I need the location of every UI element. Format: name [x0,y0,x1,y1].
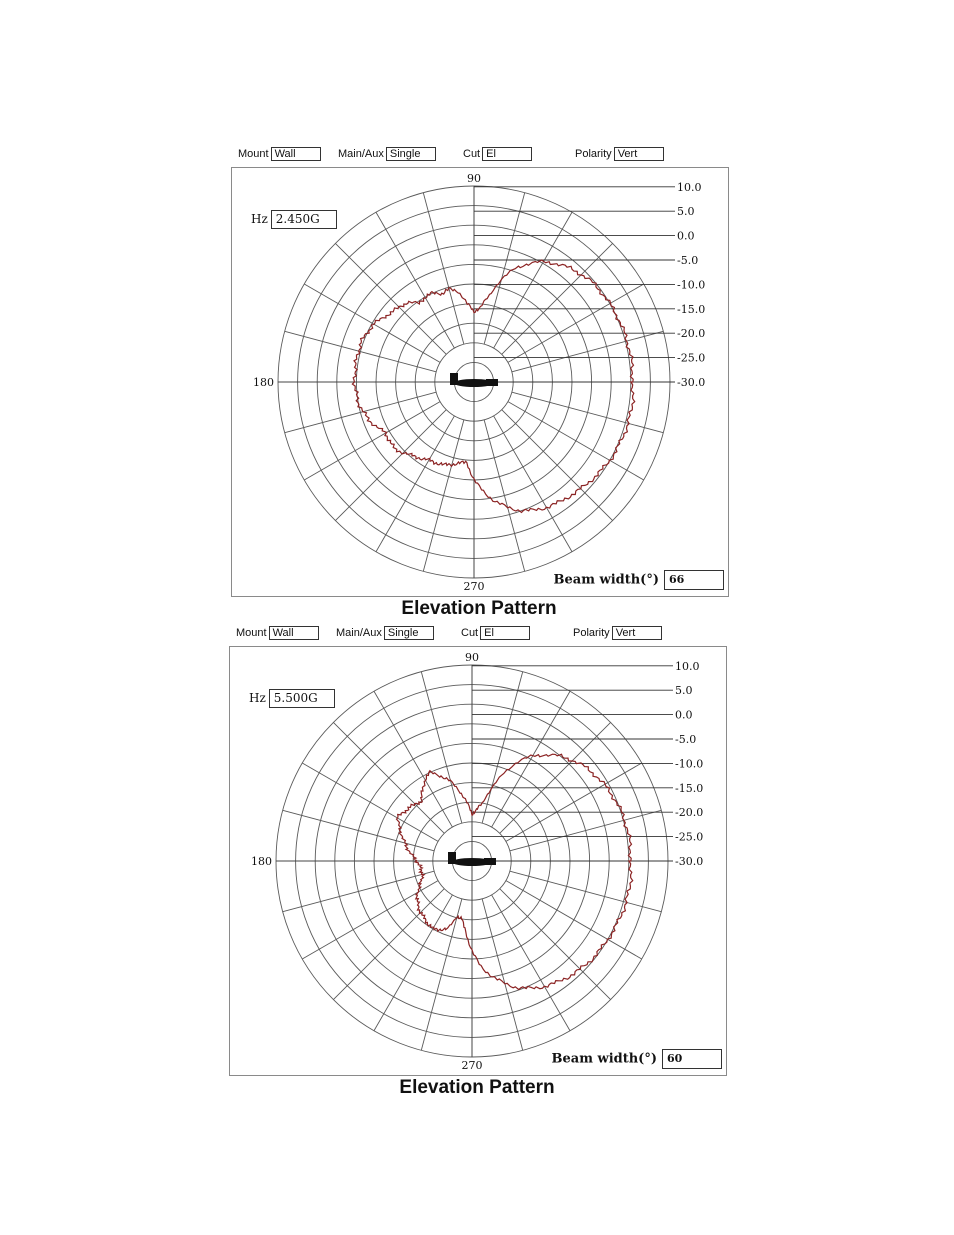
angle-label-90: 90 [467,172,481,185]
angle-label-180: 180 [253,376,274,389]
grid-spoke [283,810,434,851]
grid-spoke [421,899,462,1050]
radial-tick-label: 0.0 [675,708,693,722]
frequency-field [251,210,337,229]
radial-tick-label: -20.0 [677,327,706,341]
mainaux-value-box[interactable]: Single [386,147,436,161]
angle-label-180: 180 [251,855,272,868]
cut-value-box[interactable]: El [482,147,532,161]
radial-tick-label: -25.0 [675,830,704,844]
beamwidth-label: Beam width(°) [553,572,659,588]
cut-field [463,147,532,163]
cut-value-box[interactable]: El [480,626,530,640]
chart-title-2: Elevation Pattern [399,1077,555,1098]
grid-spoke [494,416,572,552]
grid-spoke [333,889,444,1000]
polarity-label: Polarity [573,627,610,639]
radial-tick-label: -15.0 [677,302,706,316]
mount-label: Mount [236,627,267,639]
polarity-field [573,626,662,642]
grid-spoke [492,895,570,1031]
radial-tick-label: -5.0 [675,733,697,746]
grid-spoke [506,881,642,959]
grid-spoke [492,691,570,827]
grid-spoke [510,871,661,912]
radial-tick-label: -5.0 [677,254,699,267]
frequency-value-box[interactable]: 2.450G [271,210,337,229]
mainaux-label: Main/Aux [338,148,384,160]
radial-tick-label: 5.0 [677,205,695,219]
mount-field [236,626,319,642]
grid-spoke [506,763,642,841]
grid-spoke [285,331,436,372]
cut-label: Cut [461,627,479,639]
grid-spoke [285,392,436,433]
angle-label-270: 270 [461,1059,483,1072]
grid-spoke [482,672,523,823]
grid-spoke [304,284,440,362]
angle-label-270: 270 [463,580,485,593]
grid-spoke [508,402,644,480]
mainaux-field [338,147,436,163]
frequency-field [249,689,335,708]
grid-spoke [512,392,663,433]
grid-spoke [374,895,452,1031]
pattern-panel-1 [0,140,954,620]
mount-field [238,147,321,163]
mount-label: Mount [238,148,269,160]
frequency-label: Hz [251,212,268,226]
grid-spoke [484,420,525,571]
grid-spoke [302,763,438,841]
frequency-label: Hz [249,691,266,705]
mainaux-field [336,626,434,642]
pattern-panel-2 [0,619,954,1099]
mount-value-box[interactable]: Wall [271,147,321,161]
angle-label-90: 90 [465,651,479,664]
polarity-label: Polarity [575,148,612,160]
grid-spoke [423,193,464,344]
beamwidth-value-box[interactable]: 66 [664,570,724,590]
frequency-value-box[interactable]: 5.500G [269,689,335,708]
radial-tick-group [474,181,705,389]
grid-spoke [482,899,523,1050]
plot-frame-2 [229,646,727,1076]
grid-spoke [494,212,572,348]
grid-spoke [421,672,462,823]
polarity-value-box[interactable]: Vert [614,147,664,161]
grid-spoke [512,331,663,372]
radial-tick-label: -10.0 [675,757,704,771]
grid-spoke [374,691,452,827]
polarity-value-box[interactable]: Vert [612,626,662,640]
radial-tick-label: -30.0 [677,376,706,389]
polarity-field [575,147,664,163]
beamwidth-field [552,1049,722,1069]
cut-label: Cut [463,148,481,160]
beamwidth-field [554,570,724,590]
grid-spoke [502,410,613,521]
mainaux-value-box[interactable]: Single [384,626,434,640]
radial-tick-label: 5.0 [675,684,693,698]
grid-spoke [333,722,444,833]
polar-plot-1 [232,168,728,596]
radial-tick-label: 10.0 [677,180,702,194]
beamwidth-value-box[interactable]: 60 [662,1049,722,1069]
grid-spoke [304,402,440,480]
grid-spoke [335,410,446,521]
radial-tick-label: 0.0 [677,229,695,243]
cut-field [461,626,530,642]
radial-tick-label: -10.0 [677,278,706,292]
radial-tick-label: -20.0 [675,806,704,820]
grid-spoke [484,193,525,344]
grid-spoke [376,212,454,348]
polar-plot-2 [230,647,726,1075]
grid-spoke [423,420,464,571]
mainaux-label: Main/Aux [336,627,382,639]
chart-title-1: Elevation Pattern [401,598,557,619]
grid-spoke [283,871,434,912]
radial-tick-label: 10.0 [675,659,700,673]
plot-frame-1 [231,167,729,597]
radial-tick-label: -15.0 [675,781,704,795]
radial-tick-label: -30.0 [675,855,704,868]
radial-tick-group [472,660,703,868]
grid-spoke [510,810,661,851]
grid-spoke [335,243,446,354]
beamwidth-label: Beam width(°) [551,1051,657,1067]
radial-tick-label: -25.0 [677,351,706,365]
grid-spoke [508,284,644,362]
mount-value-box[interactable]: Wall [269,626,319,640]
